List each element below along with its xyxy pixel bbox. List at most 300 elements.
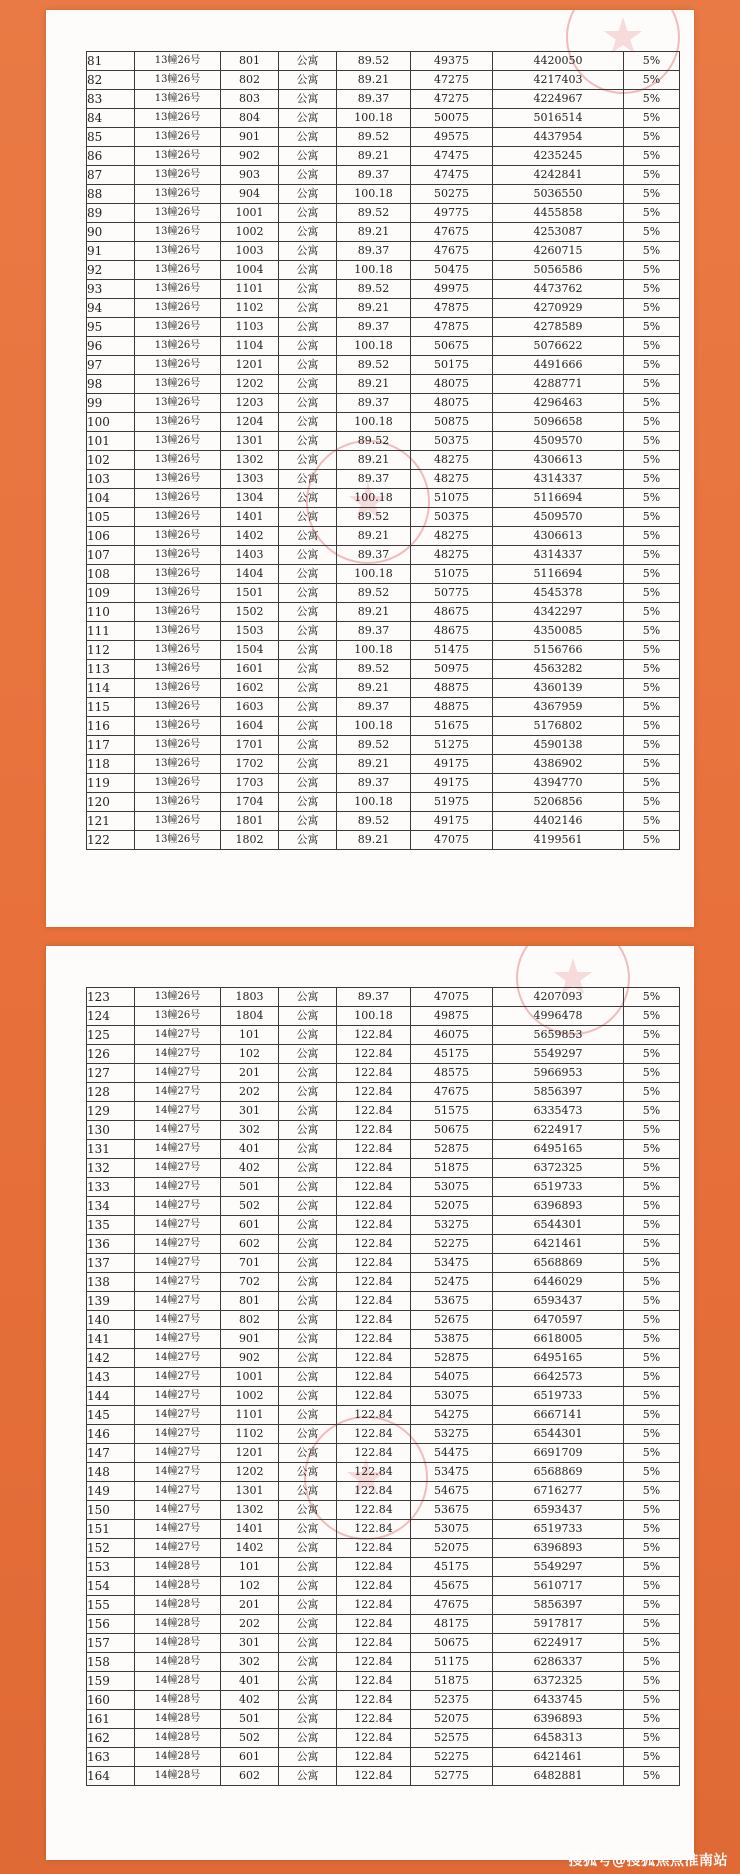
table-row: [87, 1558, 680, 1577]
unit-price-cell: 47475: [411, 147, 493, 166]
area-cell: 89.37: [337, 470, 411, 489]
area-cell: 122.84: [337, 1672, 411, 1691]
row-number-cell: 125: [87, 1026, 135, 1045]
area-cell: 122.84: [337, 1558, 411, 1577]
rate-cell: 5%: [624, 451, 680, 470]
table-row: [87, 71, 680, 90]
table-row: [87, 812, 680, 831]
row-number-cell: 138: [87, 1273, 135, 1292]
usage-type-cell: 公寓: [279, 1558, 337, 1577]
row-number-cell: 147: [87, 1444, 135, 1463]
room-cell: 501: [221, 1178, 279, 1197]
row-number-cell: 128: [87, 1083, 135, 1102]
unit-price-cell: 51275: [411, 736, 493, 755]
table-row: [87, 622, 680, 641]
unit-price-cell: 53275: [411, 1425, 493, 1444]
rate-cell: 5%: [624, 1444, 680, 1463]
row-number-cell: 85: [87, 128, 135, 147]
building-cell: 14幢27号: [135, 1159, 221, 1178]
table-row: [87, 1007, 680, 1026]
row-number-cell: 108: [87, 565, 135, 584]
row-number-cell: 151: [87, 1520, 135, 1539]
unit-price-cell: 50975: [411, 660, 493, 679]
unit-price-cell: 48675: [411, 603, 493, 622]
area-cell: 89.52: [337, 812, 411, 831]
room-cell: 1001: [221, 204, 279, 223]
area-cell: 122.84: [337, 1406, 411, 1425]
total-price-cell: 6691709: [493, 1444, 624, 1463]
total-price-cell: 4360139: [493, 679, 624, 698]
table-row: [87, 1596, 680, 1615]
area-cell: 100.18: [337, 261, 411, 280]
area-cell: 122.84: [337, 1520, 411, 1539]
usage-type-cell: 公寓: [279, 774, 337, 793]
total-price-cell: 4402146: [493, 812, 624, 831]
area-cell: 122.84: [337, 1121, 411, 1140]
area-cell: 122.84: [337, 1653, 411, 1672]
table-row: [87, 375, 680, 394]
room-cell: 1204: [221, 413, 279, 432]
unit-price-cell: 45175: [411, 1045, 493, 1064]
room-cell: 801: [221, 1292, 279, 1311]
row-number-cell: 106: [87, 527, 135, 546]
usage-type-cell: 公寓: [279, 1748, 337, 1767]
row-number-cell: 116: [87, 717, 135, 736]
rate-cell: 5%: [624, 1292, 680, 1311]
row-number-cell: 152: [87, 1539, 135, 1558]
usage-type-cell: 公寓: [279, 185, 337, 204]
area-cell: 89.37: [337, 988, 411, 1007]
room-cell: 901: [221, 1330, 279, 1349]
building-cell: 13幢26号: [135, 1007, 221, 1026]
rate-cell: 5%: [624, 71, 680, 90]
rate-cell: 5%: [624, 318, 680, 337]
room-cell: 1301: [221, 1482, 279, 1501]
row-number-cell: 86: [87, 147, 135, 166]
room-cell: 903: [221, 166, 279, 185]
usage-type-cell: 公寓: [279, 1596, 337, 1615]
unit-price-cell: 48875: [411, 698, 493, 717]
unit-price-cell: 48275: [411, 546, 493, 565]
rate-cell: 5%: [624, 52, 680, 71]
room-cell: 1203: [221, 394, 279, 413]
building-cell: 13幢26号: [135, 755, 221, 774]
row-number-cell: 157: [87, 1634, 135, 1653]
table-row: [87, 1121, 680, 1140]
room-cell: 702: [221, 1273, 279, 1292]
room-cell: 1401: [221, 1520, 279, 1539]
rate-cell: 5%: [624, 1368, 680, 1387]
area-cell: 122.84: [337, 1235, 411, 1254]
row-number-cell: 82: [87, 71, 135, 90]
room-cell: 1304: [221, 489, 279, 508]
row-number-cell: 129: [87, 1102, 135, 1121]
rate-cell: 5%: [624, 1425, 680, 1444]
rate-cell: 5%: [624, 812, 680, 831]
area-cell: 100.18: [337, 109, 411, 128]
area-cell: 122.84: [337, 1501, 411, 1520]
room-cell: 1201: [221, 1444, 279, 1463]
building-cell: 14幢28号: [135, 1653, 221, 1672]
building-cell: 13幢26号: [135, 546, 221, 565]
table-row: [87, 128, 680, 147]
room-cell: 1503: [221, 622, 279, 641]
area-cell: 89.21: [337, 679, 411, 698]
row-number-cell: 120: [87, 793, 135, 812]
area-cell: 122.84: [337, 1748, 411, 1767]
unit-price-cell: 50075: [411, 109, 493, 128]
usage-type-cell: 公寓: [279, 831, 337, 850]
total-price-cell: 4394770: [493, 774, 624, 793]
building-cell: 13幢26号: [135, 204, 221, 223]
area-cell: 89.21: [337, 527, 411, 546]
unit-price-cell: 48075: [411, 394, 493, 413]
usage-type-cell: 公寓: [279, 90, 337, 109]
unit-price-cell: 47675: [411, 1596, 493, 1615]
rate-cell: 5%: [624, 1558, 680, 1577]
unit-price-cell: 47675: [411, 223, 493, 242]
unit-price-cell: 52875: [411, 1140, 493, 1159]
usage-type-cell: 公寓: [279, 432, 337, 451]
room-cell: 1303: [221, 470, 279, 489]
total-price-cell: 6335473: [493, 1102, 624, 1121]
row-number-cell: 136: [87, 1235, 135, 1254]
usage-type-cell: 公寓: [279, 71, 337, 90]
rate-cell: 5%: [624, 413, 680, 432]
total-price-cell: 4242841: [493, 166, 624, 185]
row-number-cell: 158: [87, 1653, 135, 1672]
table-row: [87, 109, 680, 128]
unit-price-cell: 48075: [411, 375, 493, 394]
building-cell: 13幢26号: [135, 736, 221, 755]
usage-type-cell: 公寓: [279, 1672, 337, 1691]
unit-price-cell: 53075: [411, 1387, 493, 1406]
building-cell: 14幢27号: [135, 1254, 221, 1273]
building-cell: 13幢26号: [135, 318, 221, 337]
room-cell: 1402: [221, 1539, 279, 1558]
total-price-cell: 5036550: [493, 185, 624, 204]
unit-price-cell: 51575: [411, 1102, 493, 1121]
usage-type-cell: 公寓: [279, 1083, 337, 1102]
area-cell: 122.84: [337, 1444, 411, 1463]
rate-cell: 5%: [624, 394, 680, 413]
row-number-cell: 139: [87, 1292, 135, 1311]
building-cell: 13幢26号: [135, 432, 221, 451]
area-cell: 122.84: [337, 1311, 411, 1330]
table-row: [87, 1691, 680, 1710]
usage-type-cell: 公寓: [279, 755, 337, 774]
usage-type-cell: 公寓: [279, 1121, 337, 1140]
building-cell: 14幢27号: [135, 1197, 221, 1216]
building-cell: 14幢27号: [135, 1273, 221, 1292]
room-cell: 1102: [221, 299, 279, 318]
total-price-cell: 5096658: [493, 413, 624, 432]
row-number-cell: 154: [87, 1577, 135, 1596]
area-cell: 89.52: [337, 584, 411, 603]
unit-price-cell: 54475: [411, 1444, 493, 1463]
total-price-cell: 6593437: [493, 1292, 624, 1311]
building-cell: 14幢27号: [135, 1387, 221, 1406]
total-price-cell: 6519733: [493, 1520, 624, 1539]
unit-price-cell: 54675: [411, 1482, 493, 1501]
row-number-cell: 109: [87, 584, 135, 603]
area-cell: 122.84: [337, 1729, 411, 1748]
row-number-cell: 98: [87, 375, 135, 394]
area-cell: 122.84: [337, 1349, 411, 1368]
building-cell: 13幢26号: [135, 603, 221, 622]
area-cell: 122.84: [337, 1254, 411, 1273]
row-number-cell: 162: [87, 1729, 135, 1748]
building-cell: 13幢26号: [135, 147, 221, 166]
row-number-cell: 110: [87, 603, 135, 622]
total-price-cell: 6372325: [493, 1159, 624, 1178]
building-cell: 14幢27号: [135, 1140, 221, 1159]
row-number-cell: 144: [87, 1387, 135, 1406]
rate-cell: 5%: [624, 565, 680, 584]
total-price-cell: 4270929: [493, 299, 624, 318]
room-cell: 201: [221, 1596, 279, 1615]
table-row: [87, 679, 680, 698]
usage-type-cell: 公寓: [279, 565, 337, 584]
total-price-cell: 6421461: [493, 1235, 624, 1254]
unit-price-cell: 49575: [411, 128, 493, 147]
rate-cell: 5%: [624, 356, 680, 375]
building-cell: 14幢27号: [135, 1368, 221, 1387]
table-row: [87, 1273, 680, 1292]
building-cell: 14幢28号: [135, 1767, 221, 1786]
area-cell: 89.52: [337, 204, 411, 223]
usage-type-cell: 公寓: [279, 109, 337, 128]
room-cell: 401: [221, 1672, 279, 1691]
building-cell: 13幢26号: [135, 660, 221, 679]
total-price-cell: 6544301: [493, 1216, 624, 1235]
area-cell: 122.84: [337, 1216, 411, 1235]
row-number-cell: 148: [87, 1463, 135, 1482]
room-cell: 1403: [221, 546, 279, 565]
rate-cell: 5%: [624, 1311, 680, 1330]
area-cell: 89.21: [337, 451, 411, 470]
building-cell: 14幢27号: [135, 1539, 221, 1558]
rate-cell: 5%: [624, 988, 680, 1007]
area-cell: 89.21: [337, 299, 411, 318]
building-cell: 14幢27号: [135, 1501, 221, 1520]
rate-cell: 5%: [624, 603, 680, 622]
table-row: [87, 470, 680, 489]
rate-cell: 5%: [624, 1615, 680, 1634]
unit-price-cell: 48875: [411, 679, 493, 698]
rate-cell: 5%: [624, 1235, 680, 1254]
usage-type-cell: 公寓: [279, 1273, 337, 1292]
total-price-cell: 4367959: [493, 698, 624, 717]
row-number-cell: 105: [87, 508, 135, 527]
building-cell: 14幢27号: [135, 1482, 221, 1501]
table-row: [87, 1577, 680, 1596]
area-cell: 89.37: [337, 242, 411, 261]
building-cell: 14幢28号: [135, 1596, 221, 1615]
room-cell: 601: [221, 1216, 279, 1235]
rate-cell: 5%: [624, 128, 680, 147]
row-number-cell: 91: [87, 242, 135, 261]
table-row: [87, 584, 680, 603]
room-cell: 202: [221, 1083, 279, 1102]
rate-cell: 5%: [624, 470, 680, 489]
building-cell: 13幢26号: [135, 698, 221, 717]
unit-price-cell: 49775: [411, 204, 493, 223]
area-cell: 122.84: [337, 1539, 411, 1558]
building-cell: 13幢26号: [135, 717, 221, 736]
table-row: [87, 1406, 680, 1425]
rate-cell: 5%: [624, 546, 680, 565]
table-row: [87, 280, 680, 299]
row-number-cell: 124: [87, 1007, 135, 1026]
usage-type-cell: 公寓: [279, 1539, 337, 1558]
area-cell: 100.18: [337, 185, 411, 204]
row-number-cell: 164: [87, 1767, 135, 1786]
building-cell: 14幢28号: [135, 1558, 221, 1577]
rate-cell: 5%: [624, 223, 680, 242]
rate-cell: 5%: [624, 1178, 680, 1197]
table-row: [87, 1330, 680, 1349]
room-cell: 102: [221, 1045, 279, 1064]
usage-type-cell: 公寓: [279, 641, 337, 660]
room-cell: 102: [221, 1577, 279, 1596]
usage-type-cell: 公寓: [279, 1767, 337, 1786]
unit-price-cell: 47075: [411, 831, 493, 850]
usage-type-cell: 公寓: [279, 280, 337, 299]
room-cell: 1704: [221, 793, 279, 812]
price-table-body: [87, 52, 680, 850]
row-number-cell: 99: [87, 394, 135, 413]
rate-cell: 5%: [624, 375, 680, 394]
row-number-cell: 155: [87, 1596, 135, 1615]
unit-price-cell: 50475: [411, 261, 493, 280]
unit-price-cell: 48275: [411, 527, 493, 546]
unit-price-cell: 52675: [411, 1311, 493, 1330]
room-cell: 502: [221, 1197, 279, 1216]
room-cell: 602: [221, 1235, 279, 1254]
usage-type-cell: 公寓: [279, 698, 337, 717]
building-cell: 13幢26号: [135, 565, 221, 584]
row-number-cell: 126: [87, 1045, 135, 1064]
total-price-cell: 4342297: [493, 603, 624, 622]
total-price-cell: 6568869: [493, 1254, 624, 1273]
building-cell: 14幢28号: [135, 1577, 221, 1596]
area-cell: 122.84: [337, 1083, 411, 1102]
table-row: [87, 413, 680, 432]
row-number-cell: 88: [87, 185, 135, 204]
total-price-cell: 6482881: [493, 1767, 624, 1786]
room-cell: 1802: [221, 831, 279, 850]
room-cell: 1002: [221, 223, 279, 242]
area-cell: 100.18: [337, 413, 411, 432]
rate-cell: 5%: [624, 1083, 680, 1102]
room-cell: 402: [221, 1159, 279, 1178]
area-cell: 89.52: [337, 660, 411, 679]
rate-cell: 5%: [624, 736, 680, 755]
unit-price-cell: 49875: [411, 1007, 493, 1026]
area-cell: 100.18: [337, 1007, 411, 1026]
usage-type-cell: 公寓: [279, 988, 337, 1007]
building-cell: 14幢27号: [135, 1406, 221, 1425]
table-row: [87, 1767, 680, 1786]
area-cell: 122.84: [337, 1463, 411, 1482]
usage-type-cell: 公寓: [279, 337, 337, 356]
rate-cell: 5%: [624, 90, 680, 109]
table-row: [87, 166, 680, 185]
room-cell: 301: [221, 1634, 279, 1653]
row-number-cell: 115: [87, 698, 135, 717]
area-cell: 122.84: [337, 1596, 411, 1615]
building-cell: 14幢28号: [135, 1615, 221, 1634]
total-price-cell: 4491666: [493, 356, 624, 375]
unit-price-cell: 50775: [411, 584, 493, 603]
building-cell: 14幢27号: [135, 1292, 221, 1311]
usage-type-cell: 公寓: [279, 1501, 337, 1520]
usage-type-cell: 公寓: [279, 603, 337, 622]
room-cell: 701: [221, 1254, 279, 1273]
rate-cell: 5%: [624, 1748, 680, 1767]
table-row: [87, 337, 680, 356]
row-number-cell: 93: [87, 280, 135, 299]
table-row: [87, 831, 680, 850]
room-cell: 802: [221, 71, 279, 90]
usage-type-cell: 公寓: [279, 1349, 337, 1368]
row-number-cell: 141: [87, 1330, 135, 1349]
usage-type-cell: 公寓: [279, 1691, 337, 1710]
room-cell: 101: [221, 1026, 279, 1045]
building-cell: 14幢27号: [135, 1216, 221, 1235]
building-cell: 14幢27号: [135, 1178, 221, 1197]
total-price-cell: 6642573: [493, 1368, 624, 1387]
table-row: [87, 1615, 680, 1634]
usage-type-cell: 公寓: [279, 451, 337, 470]
room-cell: 1003: [221, 242, 279, 261]
rate-cell: 5%: [624, 1064, 680, 1083]
unit-price-cell: 47875: [411, 318, 493, 337]
rate-cell: 5%: [624, 641, 680, 660]
rate-cell: 5%: [624, 1045, 680, 1064]
price-table: [86, 987, 680, 1786]
table-row: [87, 1539, 680, 1558]
building-cell: 14幢27号: [135, 1064, 221, 1083]
table-row: [87, 1064, 680, 1083]
table-row: [87, 508, 680, 527]
rate-cell: 5%: [624, 755, 680, 774]
unit-price-cell: 46075: [411, 1026, 493, 1045]
room-cell: 1001: [221, 1368, 279, 1387]
area-cell: 89.52: [337, 280, 411, 299]
rate-cell: 5%: [624, 147, 680, 166]
room-cell: 1603: [221, 698, 279, 717]
watermark-text: 搜狐号@搜狐焦点淮南站: [568, 1853, 728, 1869]
usage-type-cell: 公寓: [279, 1197, 337, 1216]
unit-price-cell: 48675: [411, 622, 493, 641]
room-cell: 601: [221, 1748, 279, 1767]
unit-price-cell: 50675: [411, 1634, 493, 1653]
row-number-cell: 81: [87, 52, 135, 71]
room-cell: 1804: [221, 1007, 279, 1026]
row-number-cell: 121: [87, 812, 135, 831]
row-number-cell: 145: [87, 1406, 135, 1425]
room-cell: 1201: [221, 356, 279, 375]
table-row: [87, 698, 680, 717]
usage-type-cell: 公寓: [279, 242, 337, 261]
unit-price-cell: 48175: [411, 1615, 493, 1634]
building-cell: 14幢28号: [135, 1691, 221, 1710]
row-number-cell: 118: [87, 755, 135, 774]
total-price-cell: 4545378: [493, 584, 624, 603]
building-cell: 13幢26号: [135, 280, 221, 299]
